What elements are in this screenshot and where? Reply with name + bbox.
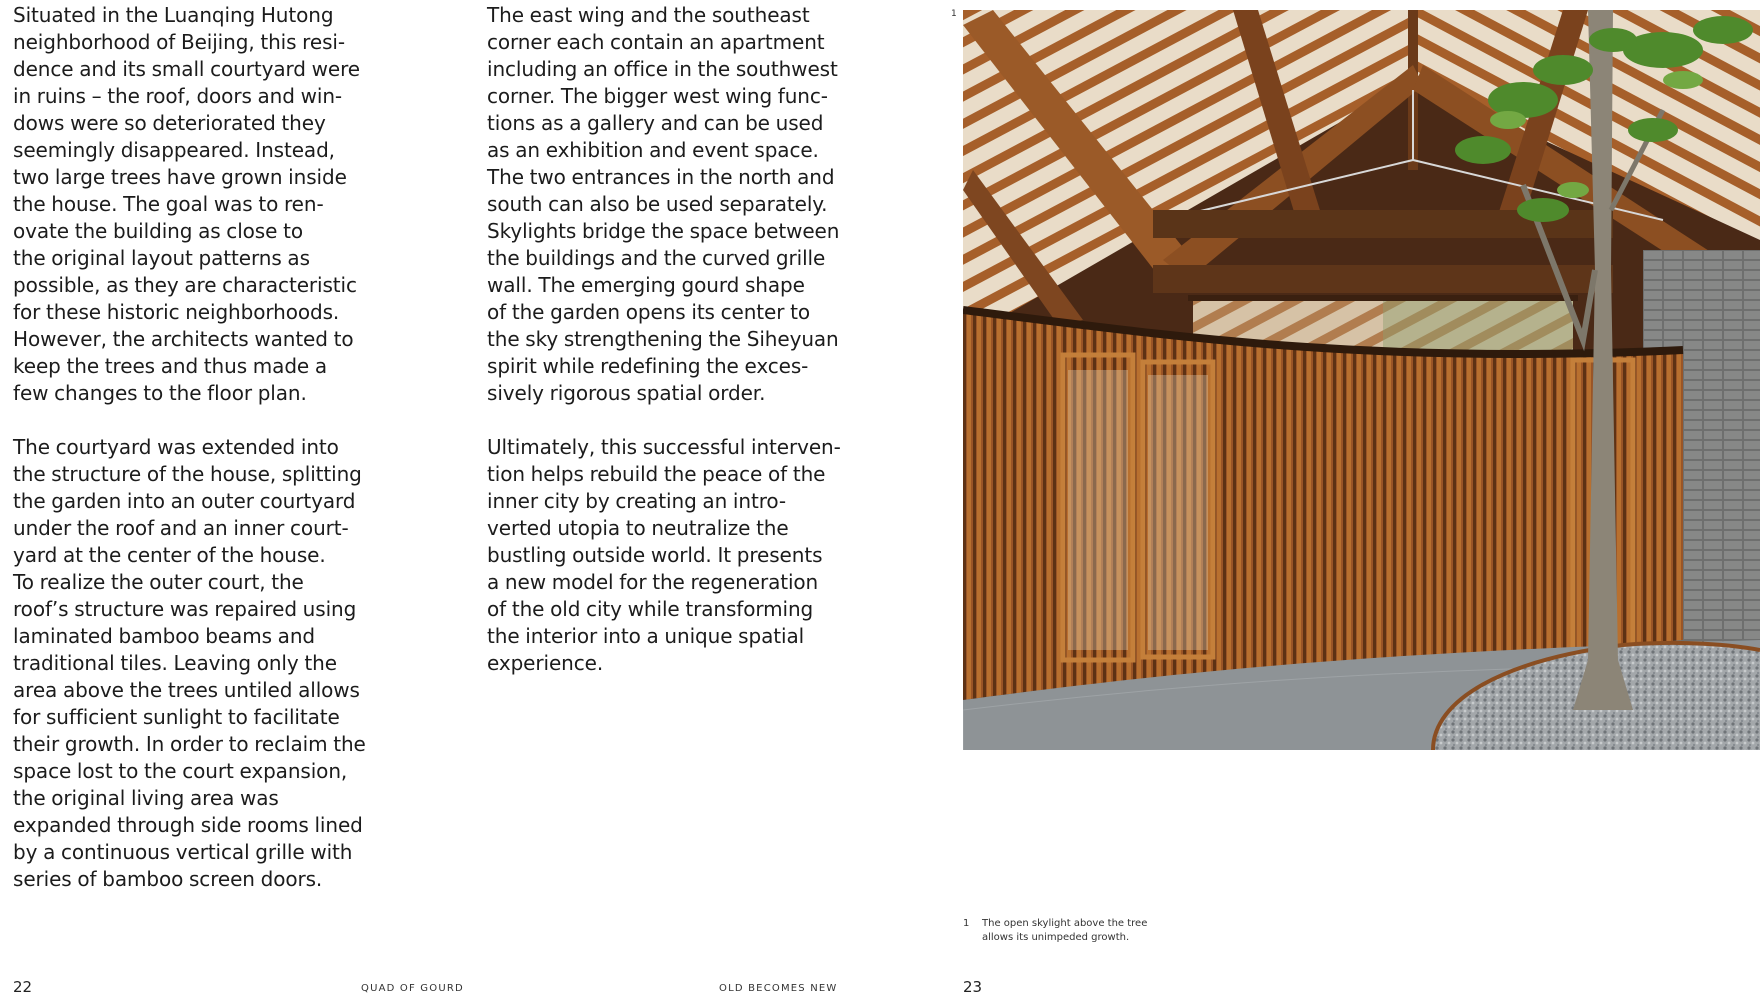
- text-line: by a continuous vertical grille with: [13, 840, 353, 864]
- text-line: the house. The goal was to ren-: [13, 192, 324, 216]
- paragraph: [13, 434, 366, 893]
- text-line: two large trees have grown inside: [13, 165, 347, 189]
- text-line: for sufficient sunlight to facilitate: [13, 705, 340, 729]
- right-page-number: 23: [963, 978, 983, 996]
- text-line: experience.: [487, 651, 604, 675]
- text-line: Situated in the Luanqing Hutong: [13, 3, 334, 27]
- text-line: seemingly disappeared. Instead,: [13, 138, 335, 162]
- text-column-middle: [487, 2, 841, 677]
- paragraph-gap: [13, 407, 358, 434]
- caption-number: 1: [963, 918, 970, 929]
- text-line: the sky strengthening the Siheyuan: [487, 327, 839, 351]
- text-line: series of bamboo screen doors.: [13, 867, 323, 891]
- text-line: in ruins – the roof, doors and win-: [13, 84, 343, 108]
- text-line: yard at the center of the house.: [13, 543, 326, 567]
- paragraph-gap: [487, 407, 832, 434]
- text-line: The courtyard was extended into: [13, 435, 339, 459]
- text-line: sively rigorous spatial order.: [487, 381, 766, 405]
- text-line: wall. The emerging gourd shape: [487, 273, 805, 297]
- text-line: expanded through side rooms lined: [13, 813, 363, 837]
- text-line: the original layout patterns as: [13, 246, 310, 270]
- caption-line: allows its unimpeded growth.: [982, 932, 1130, 943]
- left-running-head: QUAD OF GOURD: [361, 983, 464, 994]
- text-line: few changes to the floor plan.: [13, 381, 307, 405]
- text-line: inner city by creating an intro-: [487, 489, 787, 513]
- text-line: Skylights bridge the space between: [487, 219, 840, 243]
- text-line: ovate the building as close to: [13, 219, 303, 243]
- caption-line: The open skylight above the tree: [982, 918, 1148, 929]
- text-line: Ultimately, this successful interven-: [487, 435, 841, 459]
- text-line: for these historic neighborhoods.: [13, 300, 340, 324]
- text-line: including an office in the southwest: [487, 57, 838, 81]
- text-line: spirit while redefining the exces-: [487, 354, 809, 378]
- text-line: the interior into a unique spatial: [487, 624, 805, 648]
- figure-number: 1: [951, 9, 957, 19]
- text-line: tions as a gallery and can be used: [487, 111, 824, 135]
- text-line: However, the architects wanted to: [13, 327, 354, 351]
- text-line: the original living area was: [13, 786, 279, 810]
- text-line: a new model for the regeneration: [487, 570, 819, 594]
- paragraph: [487, 2, 840, 407]
- text-line: the structure of the house, splitting: [13, 462, 362, 486]
- text-line: bustling outside world. It presents: [487, 543, 823, 567]
- text-line: their growth. In order to reclaim the: [13, 732, 366, 756]
- text-line: space lost to the court expansion,: [13, 759, 348, 783]
- text-column-left: [13, 2, 366, 893]
- text-line: corner. The bigger west wing func-: [487, 84, 828, 108]
- text-line: dows were so deteriorated they: [13, 111, 326, 135]
- text-line: To realize the outer court, the: [13, 570, 304, 594]
- paragraph: [13, 2, 358, 407]
- text-line: the garden into an outer courtyard: [13, 489, 356, 513]
- text-line: of the old city while transforming: [487, 597, 814, 621]
- left-page-number: 22: [13, 978, 33, 996]
- text-line: laminated bamboo beams and: [13, 624, 315, 648]
- text-line: verted utopia to neutralize the: [487, 516, 789, 540]
- text-line: under the roof and an inner court-: [13, 516, 349, 540]
- courtyard-photo: [963, 10, 1760, 750]
- text-line: south can also be used separately.: [487, 192, 828, 216]
- right-running-head: OLD BECOMES NEW: [719, 983, 838, 994]
- text-line: corner each contain an apartment: [487, 30, 825, 54]
- text-line: as an exhibition and event space.: [487, 138, 819, 162]
- text-line: The two entrances in the north and: [487, 165, 835, 189]
- text-line: possible, as they are characteristic: [13, 273, 357, 297]
- caption-text: [982, 917, 1147, 945]
- text-line: area above the trees untiled allows: [13, 678, 360, 702]
- text-line: The east wing and the southeast: [487, 3, 810, 27]
- text-line: keep the trees and thus made a: [13, 354, 328, 378]
- paragraph: [487, 434, 841, 677]
- text-line: the buildings and the curved grille: [487, 246, 826, 270]
- text-line: dence and its small courtyard were: [13, 57, 360, 81]
- text-line: of the garden opens its center to: [487, 300, 811, 324]
- text-line: roof’s structure was repaired using: [13, 597, 357, 621]
- text-line: tion helps rebuild the peace of the: [487, 462, 826, 486]
- text-line: neighborhood of Beijing, this resi-: [13, 30, 345, 54]
- text-line: traditional tiles. Leaving only the: [13, 651, 337, 675]
